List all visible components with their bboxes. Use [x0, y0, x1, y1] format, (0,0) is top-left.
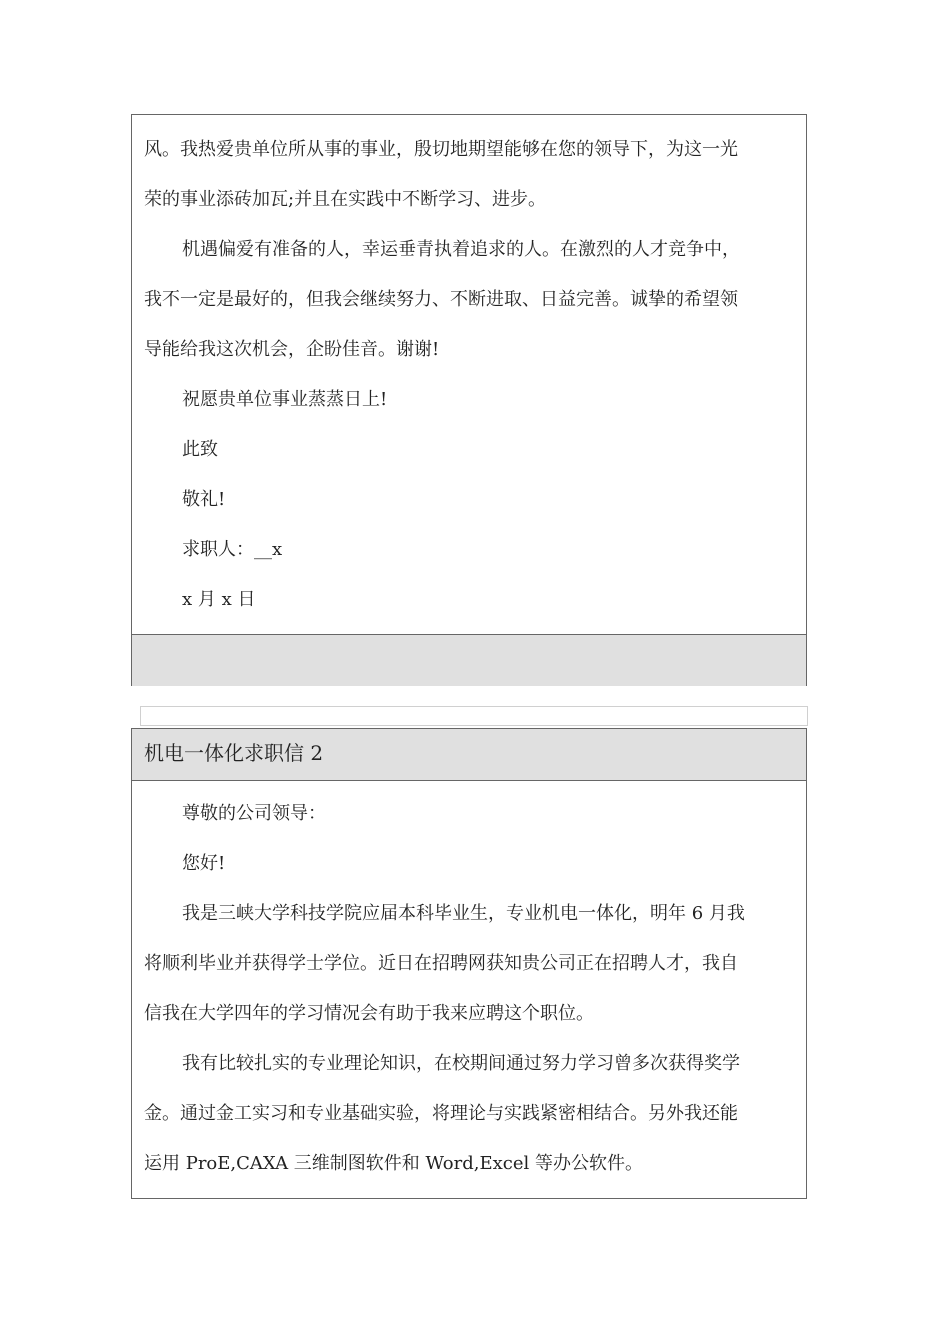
closing-wish: 祝愿贵单位事业蒸蒸日上! [182, 389, 388, 410]
letter-body-1 [132, 115, 806, 634]
letter-body-2 [132, 781, 806, 1189]
closing-regards: 敬礼! [182, 489, 226, 510]
closing-salutation: 此致 [182, 439, 218, 460]
paragraph-line: 信我在大学四年的学习情况会有助于我来应聘这个职位。 [144, 1003, 594, 1024]
letter-section-2 [131, 728, 807, 1199]
section-title: 机电一体化求职信 2 [132, 729, 806, 781]
greeting-recipient: 尊敬的公司领导： [182, 803, 326, 824]
letter-date: x 月 x 日 [182, 589, 256, 610]
section-footer-bar [132, 634, 806, 686]
paragraph-line: 我有比较扎实的专业理论知识，在校期间通过努力学习曾多次获得奖学 [182, 1053, 740, 1074]
paragraph-line: 将顺利毕业并获得学士学位。近日在招聘网获知贵公司正在招聘人才，我自 [144, 953, 738, 974]
section-divider [140, 706, 808, 726]
letter-section-1 [131, 114, 807, 686]
greeting: 您好! [182, 853, 226, 874]
paragraph-line: 运用 ProE,CAXA 三维制图软件和 Word,Excel 等办公软件。 [144, 1153, 643, 1174]
paragraph-line: 我不一定是最好的，但我会继续努力、不断进取、日益完善。诚挚的希望领 [144, 289, 738, 310]
paragraph-line: 荣的事业添砖加瓦;并且在实践中不断学习、进步。 [144, 189, 547, 210]
applicant-signature: 求职人：__x [182, 539, 283, 560]
paragraph-line: 金。通过金工实习和专业基础实验，将理论与实践紧密相结合。另外我还能 [144, 1103, 738, 1124]
paragraph-line: 我是三峡大学科技学院应届本科毕业生，专业机电一体化，明年 6 月我 [182, 903, 745, 924]
paragraph-line: 导能给我这次机会，企盼佳音。谢谢! [144, 339, 440, 360]
paragraph-line: 风。我热爱贵单位所从事的事业，殷切地期望能够在您的领导下，为这一光 [144, 139, 738, 160]
paragraph-line: 机遇偏爱有准备的人，幸运垂青执着追求的人。在激烈的人才竞争中， [182, 239, 740, 260]
